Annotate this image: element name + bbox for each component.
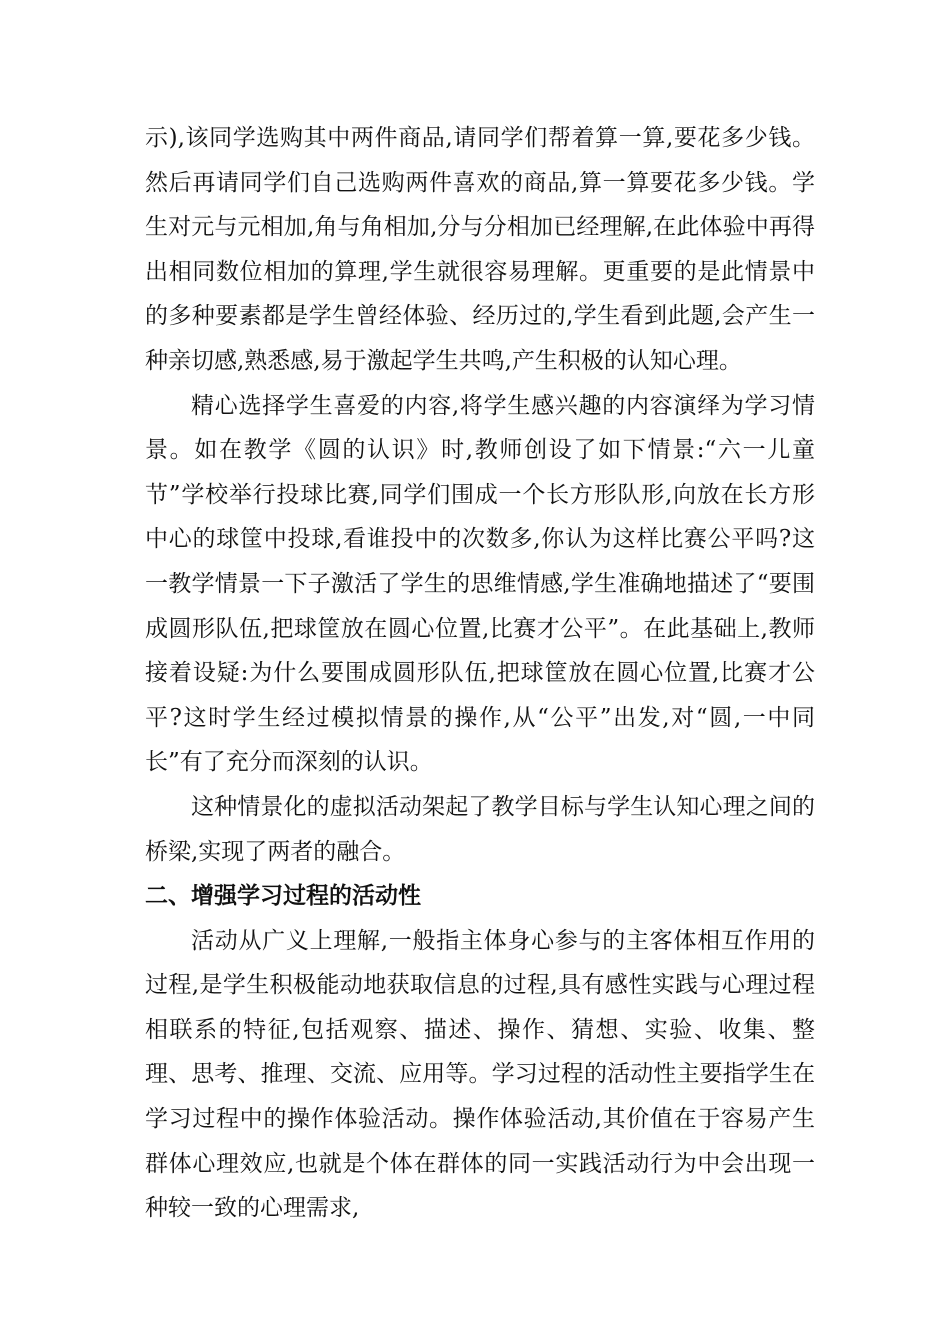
- section-heading: 二、增强学习过程的活动性: [145, 883, 421, 910]
- paragraph-activity-definition: 活动从广义上理解,一般指主体身心参与的主客体相互作用的过程,是学生积极能动地获取信息的过程,具有感性实践与心理过程相联系的特征,包括观察、描述、操作、猜想、实验、收集、整理、思考、推理、交流、应用等。学习过程的活动性主要指学生在学习过程中的操作体验活动。操作体验活动,其价值在于容易产生群体心理效应,也就是个体在群体的同一实践活动行为中会出现一种较一致的心理需求,: [145, 927, 815, 1222]
- paragraph-virtual-activity: 这种情景化的虚拟活动架起了教学目标与学生认知心理之间的桥梁,实现了两者的融合。: [145, 793, 815, 865]
- document-body: [145, 116, 815, 1231]
- paragraph-circle-lesson: 精心选择学生喜爱的内容,将学生感兴趣的内容演绎为学习情景。如在教学《圆的认识》时,教师创设了如下情景:“六一儿童节”学校举行投球比赛,同学们围成一个长方形队形,向放在长方形中心的球筐中投球,看谁投中的次数多,你认为这样比赛公平吗?这一教学情景一下子激活了学生的思维情感,学生准确地描述了“要围成圆形队伍,把球筐放在圆心位置,比赛才公平”。在此基础上,教师接着设疑:为什么要围成圆形队伍,把球筐放在圆心位置,比赛才公平?这时学生经过模拟情景的操作,从“公平”出发,对“圆,一中同长”有了充分而深刻的认识。: [145, 392, 815, 776]
- paragraph-continued: 示),该同学选购其中两件商品,请同学们帮着算一算,要花多少钱。然后再请同学们自己选购两件喜欢的商品,算一算要花多少钱。学生对元与元相加,角与角相加,分与分相加已经理解,在此体验中再得出相同数位相加的算理,学生就很容易理解。更重要的是此情景中的多种要素都是学生曾经体验、经历过的,学生看到此题,会产生一种亲切感,熟悉感,易于激起学生共鸣,产生积极的认知心理。: [145, 125, 815, 374]
